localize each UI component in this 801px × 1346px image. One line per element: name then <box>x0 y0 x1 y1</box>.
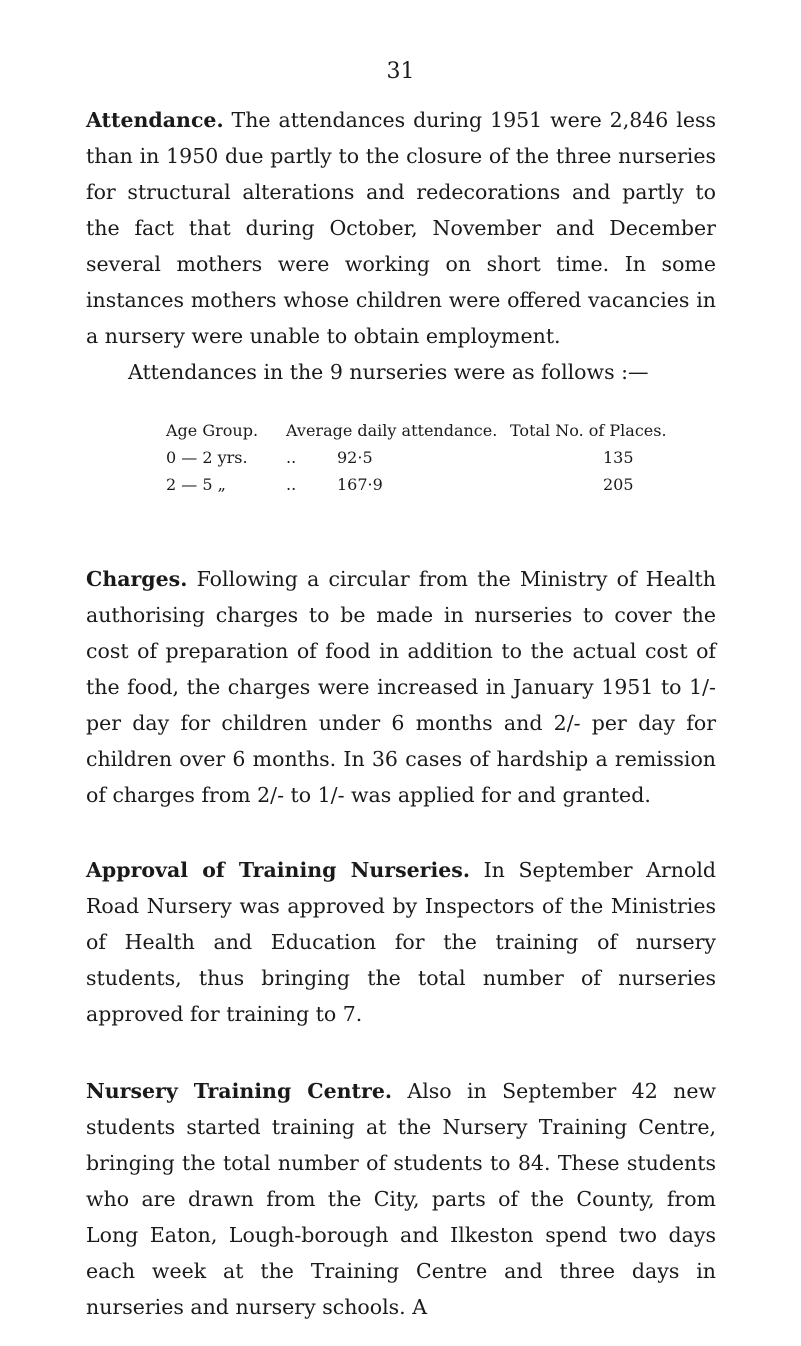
cell-age-group: 2 — 5 „ <box>166 475 226 494</box>
table-row <box>0 445 801 472</box>
header-age-group: Age Group. <box>166 421 259 440</box>
body-approval-training-nurseries: In September Arnold Road Nursery was approved by Inspectors of the Ministries of Health and Education for the training of nursery students, thus bringing the total number of nurseries approved for training to 7. <box>86 858 716 1026</box>
paragraph-approval-training-nurseries <box>86 852 716 1032</box>
heading-charges: Charges. <box>86 567 188 591</box>
table-row <box>0 472 801 499</box>
table-header-row <box>0 418 801 445</box>
header-average-attendance: Average daily attendance. <box>286 421 498 440</box>
cell-leader-dots: .. <box>286 475 297 494</box>
paragraph-attendances-intro: Attendances in the 9 nurseries were as follows :— <box>128 360 649 384</box>
cell-total-places: 135 <box>603 448 634 467</box>
heading-attendance: Attendance. <box>86 108 224 132</box>
paragraph-attendance <box>86 102 716 354</box>
paragraph-nursery-training-centre <box>86 1073 716 1325</box>
header-total-places: Total No. of Places. <box>510 421 667 440</box>
cell-average-attendance: 167·9 <box>337 475 383 494</box>
body-nursery-training-centre: Also in September 42 new students started training at the Nursery Training Centre, bringing the total number of students to 84. These students who are drawn from the City, parts of the County, from Long Eaton, Lough-borough and Ilkeston spend two days each week at the Training Centre and three days in nurseries and nursery schools. A <box>86 1079 716 1319</box>
heading-approval-training-nurseries: Approval of Training Nurseries. <box>86 858 470 882</box>
attendance-table <box>0 418 801 499</box>
heading-nursery-training-centre: Nursery Training Centre. <box>86 1079 393 1103</box>
body-attendance: The attendances during 1951 were 2,846 less than in 1950 due partly to the closure of the three nurseries for structural alterations and redecorations and partly to the fact that during October, November and December several mothers were working on short time. In some instances mothers whose children were offered vacancies in a nursery were unable to obtain employment. <box>86 108 716 348</box>
cell-average-attendance: 92·5 <box>337 448 373 467</box>
cell-total-places: 205 <box>603 475 634 494</box>
body-charges: Following a circular from the Ministry of Health authorising charges to be made in nurseries to cover the cost of preparation of food in addition to the actual cost of the food, the charges were increased in January 1951 to 1/- per day for children under 6 months and 2/- per day for children over 6 months. In 36 cases of hardship a remission of charges from 2/- to 1/- was applied for and granted. <box>86 567 716 807</box>
cell-age-group: 0 — 2 yrs. <box>166 448 248 467</box>
page-number: 31 <box>386 59 415 84</box>
cell-leader-dots: .. <box>286 448 297 467</box>
paragraph-charges <box>86 561 716 813</box>
